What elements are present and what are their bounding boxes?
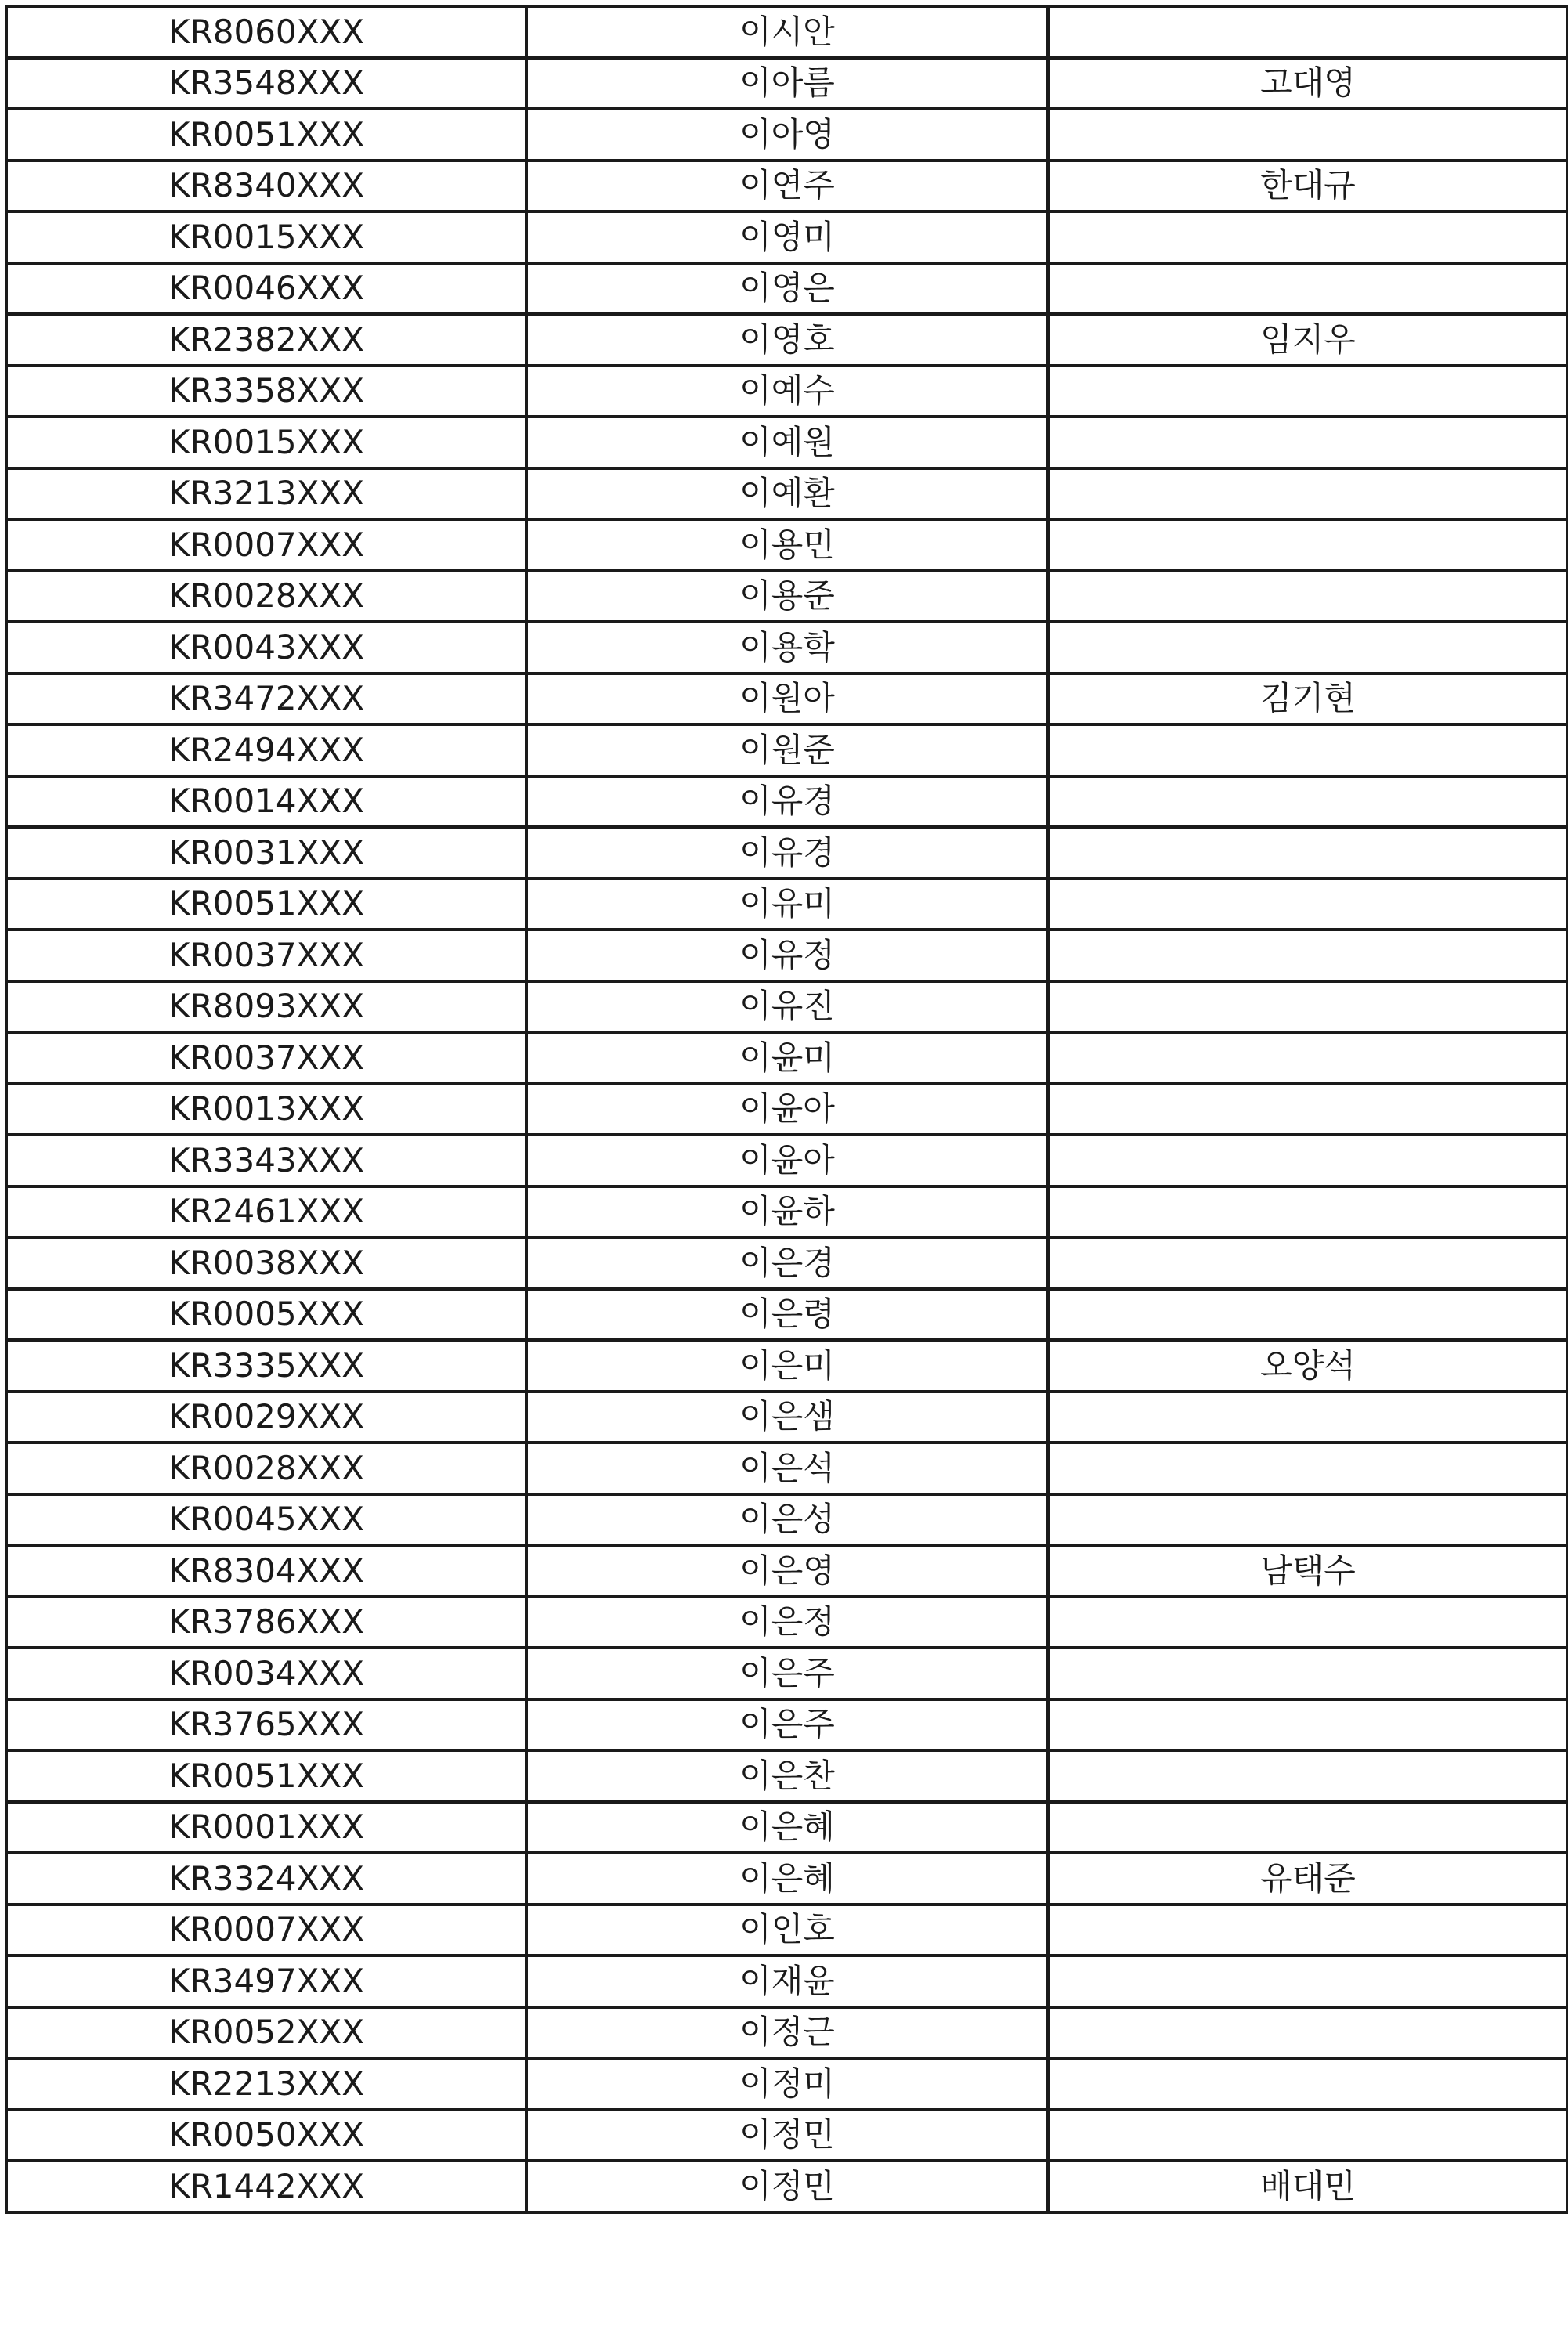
member-id-cell: KR8060XXX bbox=[6, 6, 526, 58]
table-row bbox=[6, 930, 1568, 981]
member-name-cell: 이정미 bbox=[526, 2058, 1048, 2110]
member-name-cell: 이용민 bbox=[526, 519, 1048, 571]
member-id-cell: KR8304XXX bbox=[6, 1545, 526, 1597]
referrer-name-cell bbox=[1048, 6, 1568, 58]
referrer-name-cell bbox=[1048, 1750, 1568, 1802]
member-id-cell: KR3765XXX bbox=[6, 1699, 526, 1751]
member-name-cell: 이은미 bbox=[526, 1340, 1048, 1392]
member-id-cell: KR0015XXX bbox=[6, 211, 526, 263]
member-id-cell: KR0046XXX bbox=[6, 263, 526, 315]
referrer-name-cell bbox=[1048, 1956, 1568, 2007]
referrer-name-cell bbox=[1048, 1699, 1568, 1751]
member-id-cell: KR0031XXX bbox=[6, 827, 526, 879]
table-row bbox=[6, 6, 1568, 58]
member-name-cell: 이은샘 bbox=[526, 1392, 1048, 1443]
referrer-name-cell: 김기현 bbox=[1048, 674, 1568, 725]
referrer-name-cell bbox=[1048, 981, 1568, 1033]
member-name-cell: 이유정 bbox=[526, 930, 1048, 981]
member-name-cell: 이예수 bbox=[526, 366, 1048, 417]
referrer-name-cell: 남택수 bbox=[1048, 1545, 1568, 1597]
table-row bbox=[6, 1648, 1568, 1699]
member-id-cell: KR0051XXX bbox=[6, 109, 526, 161]
table-row bbox=[6, 417, 1568, 468]
member-id-cell: KR0029XXX bbox=[6, 1392, 526, 1443]
referrer-name-cell bbox=[1048, 1802, 1568, 1854]
member-id-cell: KR3786XXX bbox=[6, 1597, 526, 1649]
member-name-cell: 이유미 bbox=[526, 879, 1048, 930]
member-name-cell: 이은혜 bbox=[526, 1802, 1048, 1854]
member-name-cell: 이시안 bbox=[526, 6, 1048, 58]
member-name-cell: 이은경 bbox=[526, 1237, 1048, 1289]
member-name-cell: 이은주 bbox=[526, 1699, 1048, 1751]
referrer-name-cell bbox=[1048, 930, 1568, 981]
member-id-cell: KR0013XXX bbox=[6, 1084, 526, 1136]
member-name-cell: 이유경 bbox=[526, 776, 1048, 828]
table-row bbox=[6, 827, 1568, 879]
member-name-cell: 이은주 bbox=[526, 1648, 1048, 1699]
referrer-name-cell bbox=[1048, 519, 1568, 571]
member-id-cell: KR0014XXX bbox=[6, 776, 526, 828]
referrer-name-cell: 고대영 bbox=[1048, 58, 1568, 110]
member-id-cell: KR0005XXX bbox=[6, 1289, 526, 1341]
member-table bbox=[5, 5, 1568, 2214]
table-row bbox=[6, 519, 1568, 571]
referrer-name-cell bbox=[1048, 263, 1568, 315]
member-name-cell: 이은영 bbox=[526, 1545, 1048, 1597]
member-id-cell: KR0015XXX bbox=[6, 417, 526, 468]
member-id-cell: KR3335XXX bbox=[6, 1340, 526, 1392]
table-row bbox=[6, 571, 1568, 623]
member-id-cell: KR0007XXX bbox=[6, 1905, 526, 1956]
table-row bbox=[6, 2058, 1568, 2110]
table-row bbox=[6, 1905, 1568, 1956]
member-name-cell: 이아영 bbox=[526, 109, 1048, 161]
table-row bbox=[6, 263, 1568, 315]
table-row bbox=[6, 314, 1568, 366]
referrer-name-cell: 유태준 bbox=[1048, 1853, 1568, 1905]
member-id-cell: KR0051XXX bbox=[6, 1750, 526, 1802]
referrer-name-cell bbox=[1048, 724, 1568, 776]
member-id-cell: KR3324XXX bbox=[6, 1853, 526, 1905]
member-name-cell: 이용준 bbox=[526, 571, 1048, 623]
table-row bbox=[6, 161, 1568, 212]
table-row bbox=[6, 1545, 1568, 1597]
table-row bbox=[6, 366, 1568, 417]
member-id-cell: KR0037XXX bbox=[6, 1032, 526, 1084]
table-row bbox=[6, 109, 1568, 161]
table-row bbox=[6, 468, 1568, 520]
referrer-name-cell bbox=[1048, 622, 1568, 674]
member-name-cell: 이영은 bbox=[526, 263, 1048, 315]
referrer-name-cell bbox=[1048, 2110, 1568, 2161]
referrer-name-cell bbox=[1048, 1392, 1568, 1443]
table-row bbox=[6, 1032, 1568, 1084]
table-row bbox=[6, 674, 1568, 725]
table-body bbox=[6, 6, 1568, 2212]
member-name-cell: 이윤아 bbox=[526, 1135, 1048, 1186]
member-name-cell: 이은정 bbox=[526, 1597, 1048, 1649]
member-name-cell: 이정근 bbox=[526, 2007, 1048, 2059]
member-id-cell: KR0043XXX bbox=[6, 622, 526, 674]
member-name-cell: 이윤미 bbox=[526, 1032, 1048, 1084]
table-row bbox=[6, 211, 1568, 263]
member-id-cell: KR0051XXX bbox=[6, 879, 526, 930]
table-row bbox=[6, 1084, 1568, 1136]
member-id-cell: KR3358XXX bbox=[6, 366, 526, 417]
member-name-cell: 이원아 bbox=[526, 674, 1048, 725]
referrer-name-cell bbox=[1048, 1494, 1568, 1546]
member-id-cell: KR0034XXX bbox=[6, 1648, 526, 1699]
document-sheet bbox=[5, 5, 1566, 2214]
member-id-cell: KR0007XXX bbox=[6, 519, 526, 571]
table-row bbox=[6, 1135, 1568, 1186]
member-name-cell: 이은령 bbox=[526, 1289, 1048, 1341]
table-row bbox=[6, 1237, 1568, 1289]
table-row bbox=[6, 981, 1568, 1033]
table-row bbox=[6, 879, 1568, 930]
member-id-cell: KR0045XXX bbox=[6, 1494, 526, 1546]
member-name-cell: 이은성 bbox=[526, 1494, 1048, 1546]
member-name-cell: 이정민 bbox=[526, 2161, 1048, 2212]
member-id-cell: KR0028XXX bbox=[6, 571, 526, 623]
referrer-name-cell bbox=[1048, 1648, 1568, 1699]
member-id-cell: KR8093XXX bbox=[6, 981, 526, 1033]
member-name-cell: 이원준 bbox=[526, 724, 1048, 776]
member-name-cell: 이윤아 bbox=[526, 1084, 1048, 1136]
member-name-cell: 이영미 bbox=[526, 211, 1048, 263]
table-row bbox=[6, 1750, 1568, 1802]
member-id-cell: KR2494XXX bbox=[6, 724, 526, 776]
referrer-name-cell bbox=[1048, 1237, 1568, 1289]
referrer-name-cell bbox=[1048, 827, 1568, 879]
table-row bbox=[6, 1392, 1568, 1443]
member-name-cell: 이영호 bbox=[526, 314, 1048, 366]
table-row bbox=[6, 2007, 1568, 2059]
referrer-name-cell bbox=[1048, 2058, 1568, 2110]
member-name-cell: 이인호 bbox=[526, 1905, 1048, 1956]
referrer-name-cell bbox=[1048, 417, 1568, 468]
referrer-name-cell: 임지우 bbox=[1048, 314, 1568, 366]
member-name-cell: 이유경 bbox=[526, 827, 1048, 879]
referrer-name-cell bbox=[1048, 1289, 1568, 1341]
member-name-cell: 이아름 bbox=[526, 58, 1048, 110]
table-row bbox=[6, 1289, 1568, 1341]
member-name-cell: 이예환 bbox=[526, 468, 1048, 520]
member-id-cell: KR0038XXX bbox=[6, 1237, 526, 1289]
referrer-name-cell bbox=[1048, 2007, 1568, 2059]
member-id-cell: KR8340XXX bbox=[6, 161, 526, 212]
referrer-name-cell bbox=[1048, 1905, 1568, 1956]
referrer-name-cell bbox=[1048, 776, 1568, 828]
member-name-cell: 이정민 bbox=[526, 2110, 1048, 2161]
table-row bbox=[6, 1853, 1568, 1905]
table-row bbox=[6, 1597, 1568, 1649]
member-id-cell: KR0052XXX bbox=[6, 2007, 526, 2059]
member-id-cell: KR3497XXX bbox=[6, 1956, 526, 2007]
referrer-name-cell bbox=[1048, 1443, 1568, 1494]
member-id-cell: KR2213XXX bbox=[6, 2058, 526, 2110]
table-row bbox=[6, 1802, 1568, 1854]
referrer-name-cell bbox=[1048, 571, 1568, 623]
member-id-cell: KR0050XXX bbox=[6, 2110, 526, 2161]
member-id-cell: KR1442XXX bbox=[6, 2161, 526, 2212]
member-name-cell: 이은혜 bbox=[526, 1853, 1048, 1905]
member-id-cell: KR0028XXX bbox=[6, 1443, 526, 1494]
referrer-name-cell bbox=[1048, 1084, 1568, 1136]
table-row bbox=[6, 622, 1568, 674]
member-id-cell: KR0001XXX bbox=[6, 1802, 526, 1854]
member-id-cell: KR3343XXX bbox=[6, 1135, 526, 1186]
member-id-cell: KR2382XXX bbox=[6, 314, 526, 366]
table-row bbox=[6, 1340, 1568, 1392]
member-name-cell: 이재윤 bbox=[526, 1956, 1048, 2007]
member-name-cell: 이유진 bbox=[526, 981, 1048, 1033]
member-name-cell: 이윤하 bbox=[526, 1186, 1048, 1238]
referrer-name-cell: 배대민 bbox=[1048, 2161, 1568, 2212]
table-row bbox=[6, 58, 1568, 110]
referrer-name-cell bbox=[1048, 109, 1568, 161]
member-name-cell: 이예원 bbox=[526, 417, 1048, 468]
referrer-name-cell bbox=[1048, 1597, 1568, 1649]
table-row bbox=[6, 1494, 1568, 1546]
table-row bbox=[6, 1956, 1568, 2007]
table-row bbox=[6, 1186, 1568, 1238]
referrer-name-cell bbox=[1048, 1032, 1568, 1084]
referrer-name-cell: 오양석 bbox=[1048, 1340, 1568, 1392]
member-id-cell: KR3472XXX bbox=[6, 674, 526, 725]
member-id-cell: KR3548XXX bbox=[6, 58, 526, 110]
member-name-cell: 이용학 bbox=[526, 622, 1048, 674]
table-row bbox=[6, 776, 1568, 828]
referrer-name-cell bbox=[1048, 366, 1568, 417]
member-name-cell: 이연주 bbox=[526, 161, 1048, 212]
referrer-name-cell: 한대규 bbox=[1048, 161, 1568, 212]
member-name-cell: 이은석 bbox=[526, 1443, 1048, 1494]
table-row bbox=[6, 724, 1568, 776]
table-row bbox=[6, 1443, 1568, 1494]
table-row bbox=[6, 2110, 1568, 2161]
table-row bbox=[6, 2161, 1568, 2212]
member-name-cell: 이은찬 bbox=[526, 1750, 1048, 1802]
referrer-name-cell bbox=[1048, 211, 1568, 263]
referrer-name-cell bbox=[1048, 1135, 1568, 1186]
referrer-name-cell bbox=[1048, 468, 1568, 520]
member-id-cell: KR3213XXX bbox=[6, 468, 526, 520]
member-id-cell: KR0037XXX bbox=[6, 930, 526, 981]
referrer-name-cell bbox=[1048, 1186, 1568, 1238]
member-id-cell: KR2461XXX bbox=[6, 1186, 526, 1238]
referrer-name-cell bbox=[1048, 879, 1568, 930]
table-row bbox=[6, 1699, 1568, 1751]
